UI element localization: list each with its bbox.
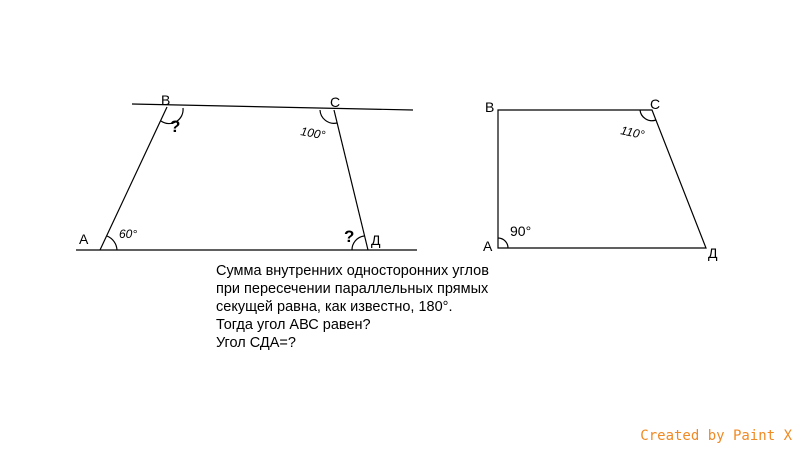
vertex-d-label: Д <box>371 232 381 248</box>
angle-a-value: 60° <box>119 227 138 241</box>
vertex-b2-label: В <box>485 99 495 115</box>
angle-c2-value: 110° <box>619 123 646 142</box>
vertex-c2-label: С <box>650 96 661 112</box>
angle-d-unknown: ? <box>344 227 355 246</box>
vertex-c-label: С <box>330 94 341 110</box>
vertex-a-label: А <box>79 231 89 247</box>
watermark: Created by Paint X <box>640 428 792 444</box>
vertex-b-label: В <box>161 92 171 108</box>
problem-line: при пересечении параллельных прямых <box>216 281 489 297</box>
angle-arc-a <box>107 236 117 250</box>
figure-2-labels <box>483 96 718 261</box>
problem-line: Угол СДА=? <box>216 335 296 351</box>
vertex-d2-label: Д <box>708 245 718 261</box>
problem-line: Сумма внутренних односторонних углов <box>216 263 489 279</box>
angle-a2-value: 90° <box>510 223 532 239</box>
problem-line: Тогда угол АВС равен? <box>216 317 371 333</box>
angle-b-unknown: ? <box>170 117 181 136</box>
angle-arc-a2 <box>498 238 508 248</box>
vertex-a2-label: А <box>483 238 493 254</box>
angle-c-value: 100° <box>299 124 327 143</box>
problem-text <box>216 262 489 352</box>
top-parallel-line <box>132 104 413 110</box>
problem-line: секущей равна, как известно, 180°. <box>216 299 453 315</box>
